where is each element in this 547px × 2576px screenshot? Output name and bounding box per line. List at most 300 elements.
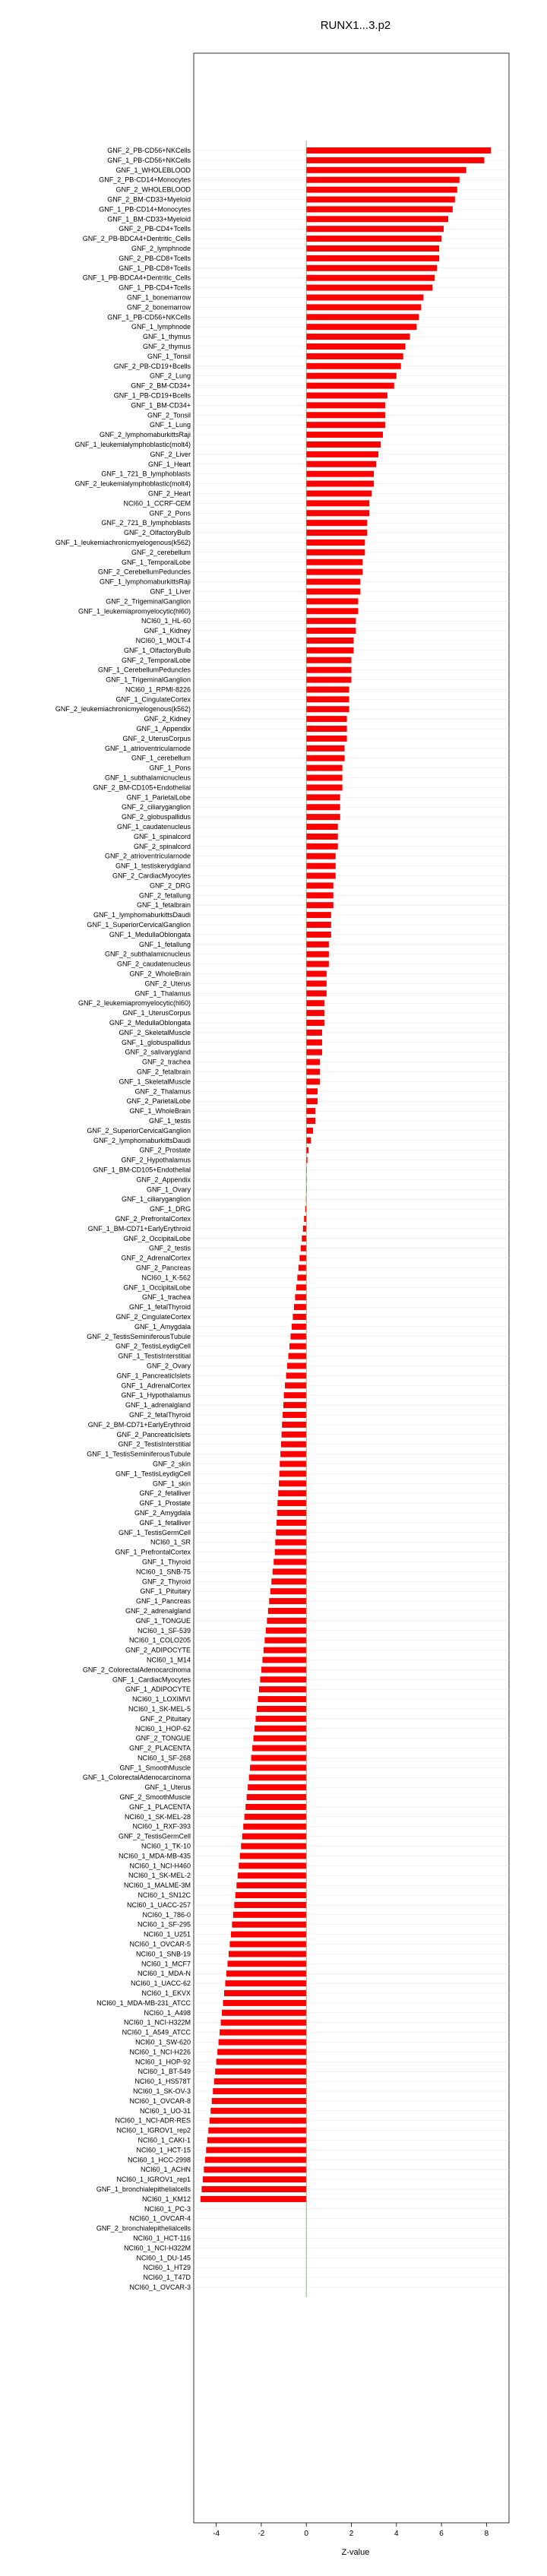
category-label: GNF_2_UterusCorpus (122, 734, 191, 742)
bar (306, 1040, 322, 1046)
category-label: GNF_1_ParietalLobe (126, 793, 191, 802)
bar (221, 2020, 307, 2026)
bar (306, 843, 338, 850)
bar (215, 2068, 306, 2074)
category-label: GNF_1_caudatenucleus (116, 823, 191, 831)
category-label: GNF_1_fetalliver (139, 1518, 191, 1527)
category-label: GNF_1_PB-CD8+Tcells (119, 264, 191, 272)
category-label: NCI60_1_CCRF-CEM (123, 499, 191, 508)
category-label: GNF_2_CerebellumPeduncles (97, 568, 191, 576)
category-label: GNF_2_Tonsil (147, 411, 191, 419)
category-label: GNF_1_lymphomaburkittsDaudi (93, 911, 191, 919)
bar (214, 2078, 307, 2084)
category-label: GNF_2_fetallung (138, 891, 191, 900)
bar (306, 167, 466, 173)
category-label: NCI60_1_NCI-H322M (123, 2244, 191, 2252)
bar (306, 294, 423, 300)
category-label: GNF_1_lymphomaburkittsRaji (99, 578, 191, 586)
bar (210, 2118, 306, 2124)
bar (306, 1108, 315, 1114)
category-label: GNF_1_WHOLEBLOOD (115, 166, 191, 174)
bar (271, 1578, 306, 1584)
bar (306, 1147, 308, 1154)
category-label: NCI60_1_MDA-MB-231_ATCC (96, 1998, 191, 2007)
bar (306, 961, 329, 967)
bar (234, 1902, 306, 1908)
category-label: GNF_2_Lung (149, 372, 191, 380)
bar (306, 990, 327, 996)
category-label: GNF_1_PrefrontalCortex (115, 1548, 191, 1556)
category-label: GNF_2_Thalamus (134, 1087, 191, 1096)
bar (306, 520, 367, 526)
category-label: GNF_2_Thyroid (141, 1578, 191, 1586)
bar (299, 1264, 306, 1271)
category-label: GNF_2_bonemarrow (126, 303, 191, 312)
bar (306, 402, 385, 408)
category-label: GNF_2_adrenalgland (125, 1606, 191, 1615)
bar (250, 1764, 306, 1771)
category-label: GNF_1_PLACENTA (129, 1802, 191, 1811)
bar (224, 1990, 306, 1996)
category-label: GNF_2_CingulateCortex (115, 1312, 191, 1321)
bar (306, 716, 346, 722)
category-label: GNF_2_PancreaticIslets (116, 1430, 191, 1438)
category-label: GNF_2_leukemiapromyelocytic(hl60) (77, 999, 191, 1008)
category-label: GNF_1_UterusCorpus (122, 1009, 191, 1017)
bar (256, 1716, 307, 1722)
category-label: GNF_1_OccipitalLobe (123, 1283, 191, 1292)
category-label: NCI60_1_SR (150, 1538, 191, 1546)
category-label: GNF_2_lymphnode (131, 244, 191, 252)
bar (281, 1441, 306, 1448)
bar (277, 1520, 306, 1526)
category-label: NCI60_1_T47D (143, 2274, 191, 2282)
category-label: GNF_1_lymphnode (131, 323, 191, 331)
bar (306, 324, 416, 330)
category-label: NCI60_1_MDA-N (137, 1970, 191, 1978)
bar (217, 2049, 306, 2055)
category-label: GNF_2_ParietalLobe (126, 1097, 191, 1106)
bar (236, 1882, 306, 1888)
category-label: GNF_2_PB-BDCA4+Dentritic_Cells (82, 235, 191, 243)
bar (306, 853, 336, 859)
bar (306, 814, 340, 820)
category-label: GNF_1_PB-CD4+Tcells (119, 283, 191, 292)
category-label: NCI60_1_SK-MEL-2 (128, 1872, 191, 1880)
bar (306, 314, 419, 320)
category-label: GNF_1_PB-CD14+Monocytes (99, 205, 191, 214)
category-label: GNF_2_721_B_lymphoblasts (101, 519, 191, 527)
bar (306, 804, 340, 810)
bar (306, 863, 336, 869)
category-label: NCI60_1_KM12 (141, 2195, 191, 2203)
bar (278, 1490, 306, 1496)
category-label: GNF_1_fetalbrain (136, 901, 191, 910)
bar (306, 1049, 322, 1055)
bar (306, 941, 329, 948)
bar (290, 1334, 306, 1340)
bar (210, 2108, 306, 2114)
bar (251, 1755, 307, 1761)
category-label: NCI60_1_RXF-393 (132, 1822, 191, 1831)
category-label: GNF_2_Amygdala (134, 1508, 191, 1517)
category-label: GNF_1_TemporalLobe (121, 558, 191, 566)
bar (306, 902, 334, 908)
category-label: NCI60_1_HS578T (134, 2078, 191, 2086)
category-label: GNF_2_BM-CD105+Endothelial (93, 783, 191, 792)
bar (306, 157, 484, 163)
category-label: GNF_2_PB-CD4+Tcells (119, 225, 191, 233)
category-label: NCI60_1_U251 (143, 1930, 191, 1938)
category-label: GNF_2_WHOLEBLOOD (115, 185, 191, 194)
bar (236, 1892, 306, 1898)
bar (306, 608, 358, 614)
category-label: GNF_1_Liver (150, 587, 191, 596)
category-label: GNF_2_PrefrontalCortex (115, 1215, 191, 1223)
bar (239, 1862, 306, 1869)
category-label: GNF_1_Hypothalamus (121, 1391, 191, 1400)
bar (292, 1324, 306, 1330)
category-label: NCI60_1_RPMI-8226 (125, 685, 191, 694)
category-label: GNF_1_testis (148, 1117, 191, 1125)
bar (306, 1078, 320, 1084)
bar (280, 1460, 306, 1467)
category-label: NCI60_1_ACHN (140, 2166, 191, 2174)
bar (306, 834, 338, 840)
bar (206, 2147, 306, 2153)
category-label: GNF_2_Appendix (136, 1176, 191, 1184)
bar (222, 2010, 306, 2016)
category-label: GNF_1_leukemiapromyelocytic(hl60) (77, 607, 191, 616)
bar (306, 383, 394, 389)
category-label: NCI60_1_HCC-2998 (127, 2156, 191, 2164)
bar (238, 1872, 306, 1878)
bar (306, 1010, 324, 1016)
category-label: GNF_2_BM-CD34+ (131, 381, 191, 390)
category-label: GNF_2_MedullaOblongata (109, 1019, 191, 1027)
bar (227, 1960, 306, 1967)
category-label: GNF_1_globuspallidus (121, 1038, 191, 1046)
category-label: NCI60_1_SF-539 (137, 1626, 191, 1635)
category-label: GNF_1_DRG (149, 1205, 191, 1214)
category-label: GNF_1_ColorectalAdenocarcinoma (82, 1774, 191, 1782)
bar (306, 1000, 324, 1006)
category-label: NCI60_1_UACC-257 (126, 1900, 191, 1909)
bar (306, 461, 376, 467)
category-label: GNF_2_Hypothalamus (121, 1156, 191, 1164)
category-label: NCI60_1_OVCAR-8 (129, 2097, 191, 2105)
category-label: GNF_1_trachea (141, 1293, 191, 1302)
bar (306, 618, 356, 624)
bar (306, 1069, 320, 1075)
bar (306, 343, 405, 350)
bar (217, 2059, 307, 2065)
bar (306, 353, 403, 359)
category-label: GNF_2_lymphomaburkittsRaji (99, 431, 191, 439)
bar (283, 1402, 306, 1408)
bar (201, 2186, 306, 2192)
category-label: NCI60_1_UO-31 (139, 2106, 191, 2115)
bar (306, 588, 360, 594)
category-label: GNF_2_leukemialymphoblastic(molt4) (74, 479, 191, 488)
bar (306, 755, 344, 761)
bar (306, 706, 349, 712)
category-label: GNF_2_ciliaryganglion (121, 803, 191, 812)
bar (220, 2030, 306, 2036)
category-label: GNF_1_SkeletalMuscle (119, 1078, 191, 1086)
category-label: NCI60_1_BT-549 (138, 2068, 191, 2076)
category-label: GNF_2_AdrenalCortex (121, 1254, 191, 1262)
bar (306, 236, 441, 242)
bar (306, 1088, 318, 1094)
category-label: GNF_1_atrioventricularnode (104, 744, 191, 752)
bar (306, 638, 353, 644)
category-label: GNF_1_721_B_lymphoblasts (101, 470, 191, 478)
bar (201, 2196, 306, 2202)
bar (306, 1128, 313, 1134)
bar (306, 569, 362, 575)
category-label: NCI60_1_DU-145 (136, 2254, 191, 2262)
category-label: GNF_2_Prostate (139, 1146, 191, 1154)
category-label: NCI60_1_EKVX (141, 1989, 191, 1998)
category-label: NCI60_1_SNB-75 (135, 1568, 191, 1576)
category-label: GNF_2_TestisGermCell (118, 1832, 191, 1840)
category-label: GNF_2_Pons (149, 509, 191, 517)
bar (248, 1784, 306, 1790)
bar (306, 441, 381, 448)
category-label: GNF_2_Kidney (144, 715, 191, 723)
bar (205, 2157, 306, 2163)
category-label: NCI60_1_SN12C (138, 1891, 191, 1900)
bar (295, 1294, 306, 1300)
category-label: GNF_1_skin (152, 1479, 191, 1488)
bar (306, 285, 432, 291)
category-label: GNF_2_PLACENTA (129, 1744, 191, 1752)
bar (282, 1422, 306, 1428)
bar (306, 765, 342, 771)
bar (241, 1843, 306, 1850)
bar (306, 677, 351, 683)
bar (306, 726, 346, 732)
bar (233, 1912, 306, 1918)
category-label: GNF_1_OlfactoryBulb (123, 646, 191, 654)
category-label: GNF_1_TONGUE (135, 1616, 191, 1625)
category-label: GNF_1_CardiacMyocytes (112, 1676, 191, 1684)
category-label: NCI60_1_A498 (144, 2008, 191, 2017)
category-label: GNF_1_BM-CD33+Myeloid (107, 215, 191, 223)
bar (262, 1657, 306, 1663)
category-label: NCI60_1_IGROV1_rep1 (116, 2176, 191, 2184)
bar (306, 824, 338, 830)
category-label: NCI60_1_SF-268 (137, 1754, 191, 1762)
bar (203, 2176, 306, 2182)
category-label: GNF_1_TestisInterstitial (118, 1352, 191, 1360)
bar (306, 559, 362, 565)
bar (258, 1696, 306, 1702)
x-axis-title: Z-value (341, 2548, 370, 2557)
category-label: GNF_1_bonemarrow (126, 293, 191, 302)
bar (306, 363, 401, 369)
category-label: GNF_1_Kidney (144, 627, 191, 635)
bar (306, 1138, 311, 1144)
bar (306, 980, 327, 986)
category-label: GNF_1_Pons (149, 764, 191, 772)
category-label: GNF_2_DRG (149, 881, 191, 890)
category-label: NCI60_1_NCI-ADR-RES (115, 2116, 191, 2125)
category-label: NCI60_1_UACC-62 (130, 1979, 191, 1988)
bar (306, 147, 491, 153)
category-labels (55, 147, 191, 2291)
category-label: GNF_1_spinalcord (133, 832, 191, 840)
category-label: GNF_1_TestisSeminiferousTubule (87, 1450, 191, 1458)
bar (280, 1470, 307, 1476)
bar (306, 736, 346, 742)
chart-title: RUNX1...3.p2 (320, 19, 391, 32)
category-label: GNF_1_TestisLeydigCell (115, 1470, 191, 1478)
x-tick-label: 8 (484, 2530, 489, 2538)
bar (306, 696, 349, 702)
category-label: GNF_2_bronchialepithelialcells (96, 2224, 191, 2233)
category-label: NCI60_1_MALME-3M (123, 1881, 191, 1890)
category-label: GNF_2_caudatenucleus (116, 960, 191, 968)
bar (245, 1804, 306, 1810)
category-label: GNF_2_cerebellum (131, 548, 191, 556)
bar (306, 951, 329, 957)
bar (275, 1540, 306, 1546)
category-label: GNF_1_TestisGermCell (118, 1528, 191, 1536)
category-label: GNF_2_trachea (141, 1058, 191, 1066)
bar (306, 873, 336, 879)
category-label: GNF_1_Thalamus (134, 989, 191, 998)
category-label: NCI60_1_TK-10 (141, 1842, 191, 1850)
category-label: GNF_2_ColorectalAdenocarcinoma (82, 1666, 191, 1674)
category-label: GNF_2_TestisLeydigCell (115, 1342, 191, 1350)
bar (306, 432, 383, 438)
bar (301, 1245, 306, 1252)
category-label: GNF_2_Uterus (144, 979, 191, 988)
category-label: NCI60_1_SNB-19 (135, 1950, 191, 1958)
category-label: GNF_2_Pituitary (140, 1714, 191, 1723)
bar (208, 2128, 306, 2134)
bar (204, 2166, 306, 2173)
category-label: NCI60_1_M14 (146, 1656, 191, 1664)
bar (306, 540, 365, 546)
bar (306, 412, 385, 418)
category-label: GNF_2_lymphomaburkittsDaudi (93, 1136, 191, 1144)
category-label: GNF_1_Amygdala (134, 1322, 191, 1331)
category-label: NCI60_1_SW-620 (135, 2038, 191, 2046)
bar (306, 177, 460, 183)
x-tick-label: -4 (213, 2530, 220, 2538)
bar (306, 579, 360, 585)
category-label: NCI60_1_OVCAR-3 (129, 2283, 191, 2291)
bar (276, 1530, 306, 1536)
category-label: GNF_2_Liver (150, 450, 191, 458)
bar (306, 686, 349, 692)
category-label: GNF_2_BM-CD71+EarlyErythroid (87, 1420, 191, 1429)
bar (306, 226, 444, 232)
bar (226, 1980, 307, 1986)
bar (306, 245, 439, 252)
category-label: GNF_1_SuperiorCervicalGanglion (87, 921, 191, 929)
bar (306, 667, 351, 673)
bar (306, 196, 455, 202)
category-label: GNF_2_thymus (142, 342, 191, 350)
bar (289, 1343, 306, 1350)
bar (299, 1255, 306, 1261)
category-label: GNF_1_CerebellumPeduncles (97, 666, 191, 674)
category-label: NCI60_1_OVCAR-5 (129, 1940, 191, 1948)
category-label: GNF_2_leukemiachronicmyelogenous(k562) (55, 705, 191, 714)
bar (306, 500, 369, 506)
category-label: GNF_1_PB-CD56+NKCells (107, 313, 191, 321)
bar (259, 1686, 306, 1692)
category-label: GNF_1_Tonsil (147, 352, 191, 360)
category-label: GNF_1_cerebellum (131, 754, 191, 762)
bar (277, 1500, 306, 1506)
category-label: GNF_2_PB-CD56+NKCells (107, 147, 191, 154)
bar (306, 471, 374, 477)
bar (306, 334, 409, 340)
bar (212, 2098, 307, 2104)
category-label: NCI60_1_A549_ATCC (122, 2028, 191, 2036)
bar (231, 1932, 306, 1938)
category-label: GNF_1_Appendix (136, 725, 191, 733)
bar (302, 1236, 306, 1242)
category-label: GNF_1_fetalThyroid (128, 1303, 191, 1312)
category-label: GNF_1_BM-CD34+ (131, 401, 191, 410)
category-label: GNF_1_Heart (147, 460, 191, 468)
category-label: NCI60_1_CAKI-1 (138, 2136, 191, 2144)
bar (274, 1559, 306, 1565)
category-label: GNF_2_TestisSeminiferousTubule (87, 1332, 191, 1340)
category-label: GNF_1_Uterus (144, 1783, 191, 1792)
category-label: GNF_2_salivarygland (125, 1048, 191, 1056)
bar (306, 216, 448, 222)
bar (306, 392, 387, 398)
category-label: NCI60_1_NCI-H226 (129, 2048, 191, 2056)
bar (247, 1794, 307, 1800)
bar (264, 1647, 306, 1654)
category-label: GNF_2_Pancreas (135, 1264, 191, 1272)
bar (284, 1392, 307, 1398)
bar (294, 1304, 306, 1310)
bar (249, 1774, 307, 1780)
category-label: GNF_2_globuspallidus (121, 813, 191, 821)
category-label: GNF_2_skin (152, 1460, 191, 1468)
x-tick-label: 6 (439, 2530, 444, 2538)
bar (296, 1284, 306, 1290)
bar (306, 657, 351, 663)
bar (226, 1970, 306, 1976)
category-label: GNF_1_SmoothMuscle (119, 1764, 191, 1772)
category-label: GNF_1_PB-CD19+Bcells (113, 391, 191, 400)
bar (275, 1549, 307, 1555)
category-label: GNF_1_PB-BDCA4+Dentritic_Cells (82, 274, 191, 282)
bar (261, 1666, 306, 1673)
category-label: GNF_1_bronchialepithelialcells (96, 2185, 191, 2194)
category-label: GNF_2_CardiacMyocytes (112, 872, 191, 880)
bar (306, 794, 340, 800)
bar (306, 882, 334, 888)
category-label: GNF_2_SmoothMuscle (119, 1793, 191, 1802)
category-label: GNF_1_Thyroid (141, 1558, 191, 1566)
bar (306, 1098, 318, 1104)
bar (306, 1118, 315, 1124)
category-label: NCI60_1_OVCAR-4 (129, 2214, 191, 2223)
bar (306, 255, 439, 261)
bar (306, 647, 353, 653)
